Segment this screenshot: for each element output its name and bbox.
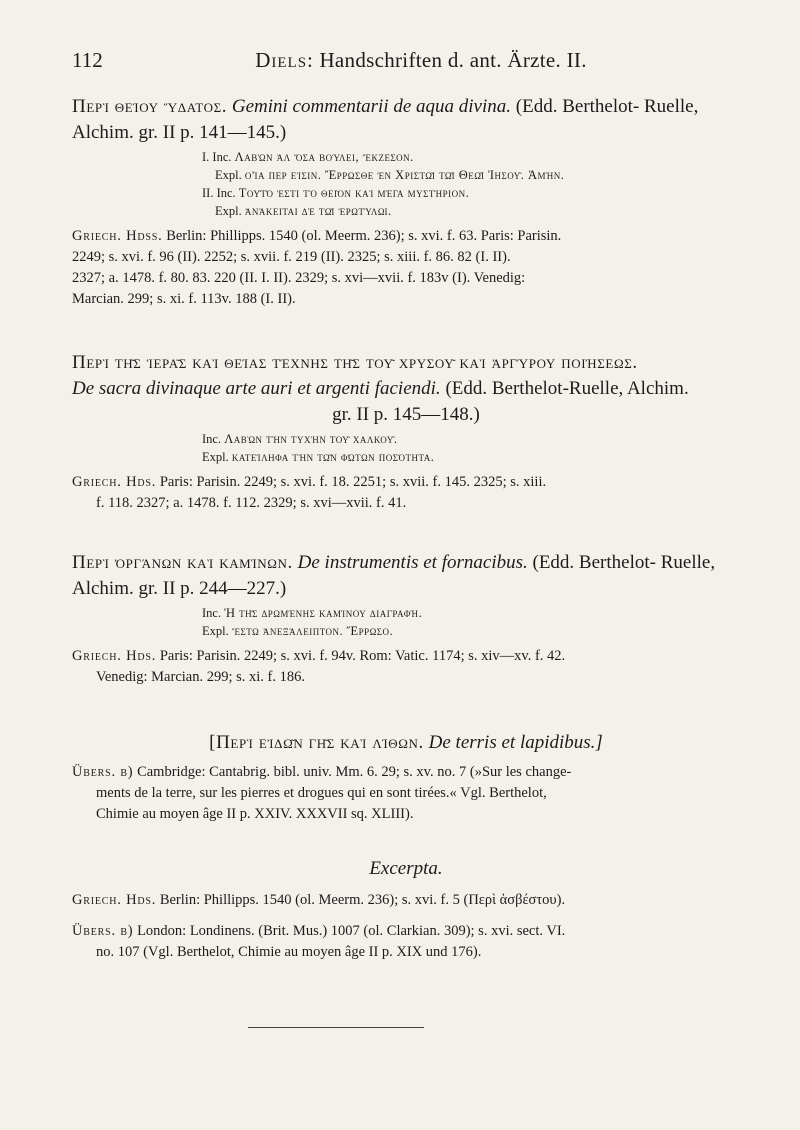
explicit-line: Expl. οἷα περ εἰσιν. Ἔρρωσθε ἐν Χριστῷ τῷ Θεῷ Ἰησοῦ. Ἀμήν. bbox=[215, 168, 565, 182]
entry-peri-hieras-technes bbox=[72, 350, 740, 514]
manuscripts-line: Marcian. 299; s. xi. f. 113v. 188 (I. II). bbox=[72, 291, 296, 307]
translations-label: Übers. b) bbox=[72, 764, 134, 780]
entry-excerpta bbox=[72, 858, 740, 963]
entry-peri-organon bbox=[72, 550, 740, 688]
manuscripts-list bbox=[72, 890, 740, 911]
greek-title: Περὶ τῆς ἱερᾶς καὶ θείας τέχνης τῆς τοῦ χρυσοῦ καὶ ἀργύρου ποιήσεως. bbox=[72, 352, 638, 373]
incipit-explicit bbox=[202, 148, 740, 220]
translations-line: Cambridge: Cantabrig. bibl. univ. Mm. 6. 29; s. xv. no. 7 (»Sur les change- bbox=[137, 764, 572, 780]
edition-reference-cont: Ruelle, Alchim. gr. II p. 244—227.) bbox=[72, 552, 716, 599]
entry-title bbox=[72, 350, 740, 428]
translations-line: no. 107 (Vgl. Berthelot, Chimie au moyen âge II p. XIX und 176). bbox=[96, 944, 482, 960]
manuscripts-line: Berlin: Phillipps. 1540 (ol. Meerm. 236); s. xvi. f. 63. Paris: Parisin. bbox=[166, 228, 562, 244]
entry-title bbox=[72, 550, 740, 602]
edition-reference: (Edd. Berthelot-Ruelle, Alchim. bbox=[445, 378, 689, 399]
manuscripts-list bbox=[72, 472, 740, 514]
end-rule bbox=[248, 1027, 424, 1028]
latin-title: De instrumentis et fornacibus. bbox=[297, 552, 528, 573]
translations-label: Übers. b) bbox=[72, 923, 134, 939]
manuscripts-label: Griech. Hds. bbox=[72, 892, 157, 908]
greek-title: [Περὶ εἰδῶν γῆς καὶ λίθων. bbox=[209, 732, 424, 753]
entry-peri-eidon-ges bbox=[72, 730, 740, 825]
incipit-line: Inc. Ἡ τῆς δρωμένης καμίνου διαγραφή. bbox=[202, 606, 423, 620]
greek-title: Περὶ θείου ὕδατος. bbox=[72, 96, 228, 117]
translations-line: London: Londinens. (Brit. Mus.) 1007 (ol. Clarkian. 309); s. xvi. sect. VI. bbox=[137, 923, 566, 939]
manuscripts-list bbox=[72, 226, 740, 310]
incipit-line: II. Inc. Τοῦτό ἐστι τὸ θεῖον καὶ μέγα μυστήριον. bbox=[202, 186, 470, 200]
running-header bbox=[72, 48, 740, 78]
author-name: Diels: bbox=[255, 48, 314, 72]
manuscripts-line: 2249; s. xvi. f. 96 (II). 2252; s. xvii. f. 219 (II). 2325; s. xiii. f. 86. 82 (I. II). bbox=[72, 249, 511, 265]
manuscripts-line: f. 118. 2327; a. 1478. f. 112. 2329; s. xvi—xvii. f. 41. bbox=[96, 495, 407, 511]
manuscripts-line: Berlin: Phillipps. 1540 (ol. Meerm. 236); s. xvi. f. 5 (Περὶ ἀσβέστου). bbox=[159, 892, 566, 908]
work-title: Handschriften d. ant. Ärzte. II. bbox=[319, 48, 587, 72]
edition-reference-cont: Ruelle, Alchim. gr. II p. 141—145.) bbox=[72, 96, 699, 143]
entry-peri-theiou-hydatos bbox=[72, 94, 740, 310]
explicit-line: Expl. κατείληφα τὴν τῶν φώτων ποσότητα. bbox=[202, 450, 435, 464]
entry-title bbox=[72, 730, 740, 756]
latin-title: Gemini commentarii de aqua divina. bbox=[231, 96, 512, 117]
entry-title bbox=[72, 94, 740, 146]
manuscripts-line: Paris: Parisin. 2249; s. xvi. f. 18. 2251; s. xvii. f. 145. 2325; s. xiii. bbox=[159, 474, 547, 490]
explicit-line: Expl. ἔστω ἀνεξάλειπτον. Ἔρρωσο. bbox=[202, 624, 394, 638]
incipit-line: I. Inc. Λαβὼν ἀλ ὅσα βούλει, ἔκζεσον. bbox=[202, 150, 414, 164]
translations-line: Chimie au moyen âge II p. XXIV. XXXVII sq. XLIII). bbox=[96, 806, 414, 822]
latin-title: De terris et lapidibus.] bbox=[428, 732, 603, 753]
edition-reference: (Edd. Berthelot- bbox=[532, 552, 656, 573]
manuscripts-label: Griech. Hds. bbox=[72, 474, 157, 490]
manuscripts-list bbox=[72, 646, 740, 688]
manuscripts-line: 2327; a. 1478. f. 80. 83. 220 (II. I. II). 2329; s. xvi—xvii. f. 183v (I). Venedig: bbox=[72, 270, 526, 286]
incipit-explicit bbox=[202, 604, 740, 640]
incipit-line: Inc. Λαβὼν τὴν τυχὴν τοῦ χαλκοῦ. bbox=[202, 432, 398, 446]
edition-reference-cont: gr. II p. 145—148.) bbox=[332, 404, 480, 425]
edition-reference: (Edd. Berthelot- bbox=[515, 96, 640, 117]
latin-title: De sacra divinaque arte auri et argenti faciendi. bbox=[72, 378, 441, 399]
explicit-line: Expl. ἀνάκειται δὲ τῷ ἐρωτύλῳ. bbox=[215, 204, 392, 218]
manuscripts-line: Paris: Parisin. 2249; s. xvi. f. 94v. Rom: Vatic. 1174; s. xiv—xv. f. 42. bbox=[159, 648, 566, 664]
running-title bbox=[102, 48, 740, 73]
page-number: 112 bbox=[72, 48, 103, 72]
greek-title: Περὶ ὀργάνων καὶ καμίνων. bbox=[72, 552, 293, 573]
excerpta-heading: Excerpta. bbox=[369, 858, 443, 879]
translations-list bbox=[72, 921, 740, 963]
translations-list bbox=[72, 762, 740, 825]
manuscripts-line: Venedig: Marcian. 299; s. xi. f. 186. bbox=[96, 669, 306, 685]
translations-line: ments de la terre, sur les pierres et drogues qui en sont tirées.« Vgl. Berthelot, bbox=[96, 785, 547, 801]
incipit-explicit bbox=[202, 430, 740, 466]
document-page bbox=[72, 48, 740, 960]
manuscripts-label: Griech. Hdss. bbox=[72, 228, 163, 244]
manuscripts-label: Griech. Hds. bbox=[72, 648, 157, 664]
